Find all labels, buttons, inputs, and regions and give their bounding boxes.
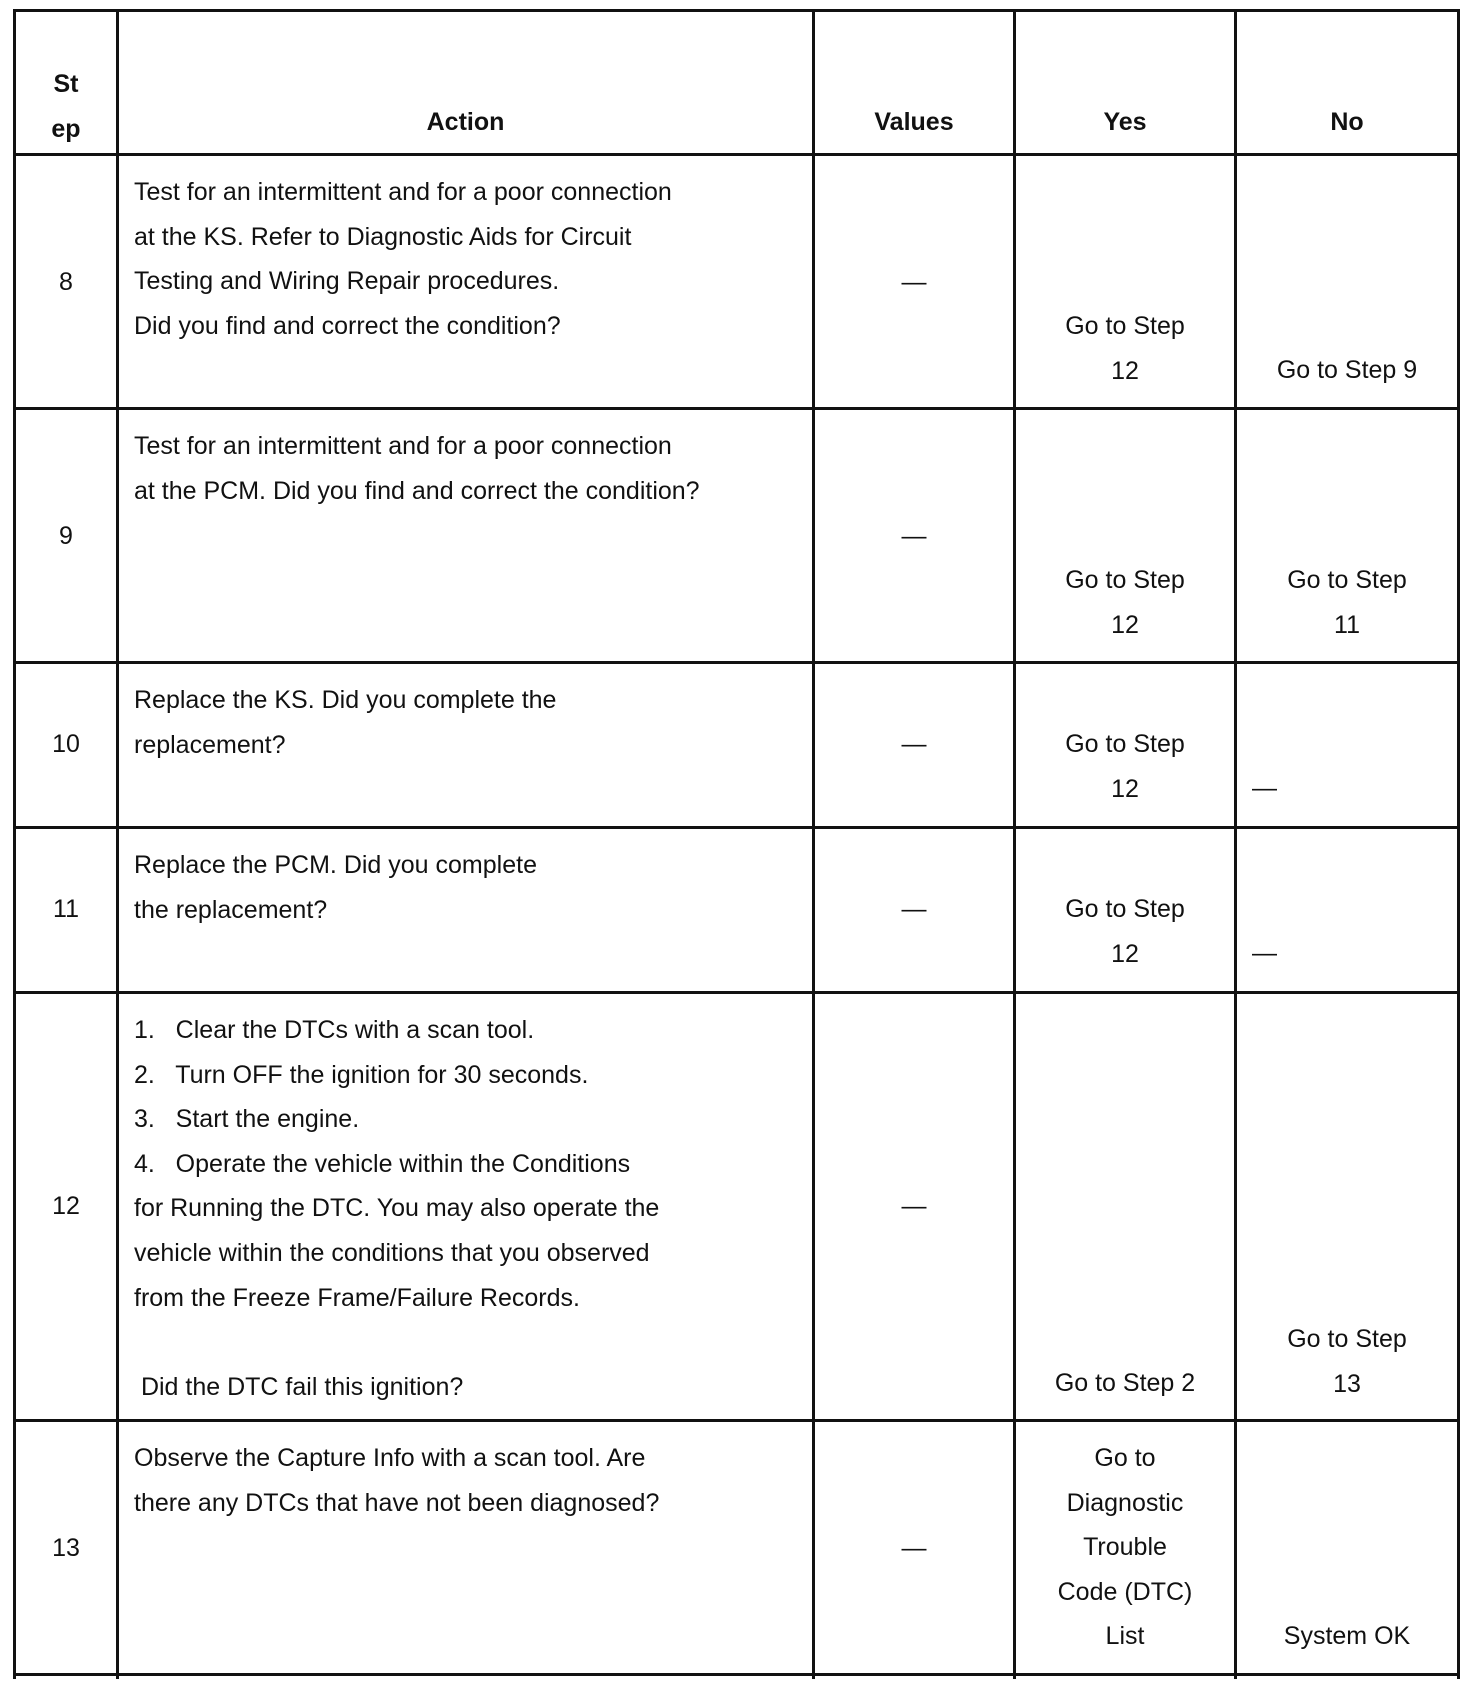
yes-cell: Go to Diagnostic Trouble Code (DTC) List: [1057, 1444, 1193, 1651]
no-cell: —: [1252, 774, 1277, 802]
row-divider-11: [13, 991, 1460, 994]
table-border-right: [1457, 9, 1460, 1679]
values-cell: —: [901, 268, 927, 296]
yes-cell: Go to Step 12: [1065, 312, 1185, 385]
no-cell: Go to Step 11: [1287, 566, 1407, 639]
values-cell: —: [901, 1534, 927, 1562]
action-text: Replace the KS. Did you complete the replacement?: [134, 686, 557, 759]
values-cell: —: [901, 522, 927, 550]
step-number: 8: [59, 268, 73, 296]
values-cell: —: [901, 895, 927, 923]
no-cell: Go to Step 13: [1287, 1325, 1407, 1398]
yes-cell: Go to Step 2: [1054, 1369, 1196, 1397]
header-yes: Yes: [1103, 108, 1147, 136]
yes-cell: Go to Step 12: [1065, 895, 1185, 968]
step-number: 9: [59, 522, 73, 550]
step-number: 13: [52, 1534, 80, 1562]
values-cell: —: [901, 1192, 927, 1220]
no-cell: —: [1252, 939, 1277, 967]
row-divider-9: [13, 661, 1460, 664]
values-cell: —: [901, 730, 927, 758]
no-cell: Go to Step 9: [1276, 356, 1418, 384]
action-text: Replace the PCM. Did you complete the replacement?: [134, 851, 537, 924]
column-divider-step: [116, 9, 119, 1679]
action-text: Test for an intermittent and for a poor connection at the KS. Refer to Diagnostic Aids for Circuit Testing and Wiring Repair procedures. Did you find and correct the condition?: [134, 178, 672, 340]
column-divider-yes: [1234, 9, 1237, 1679]
step-number: 10: [52, 730, 80, 758]
action-text: 1. Clear the DTCs with a scan tool. 2. Turn OFF the ignition for 30 seconds. 3. Start the engine. 4. Operate the vehicle within the Conditions for Running the DTC. You may also operate the vehicle within the conditions that you observed from the Freeze Frame/Failure Records. Did the DTC fail this ignition?: [134, 1016, 660, 1401]
row-divider-8: [13, 407, 1460, 410]
yes-cell: Go to Step 12: [1065, 566, 1185, 639]
table-border-top: [13, 9, 1460, 12]
step-number: 11: [53, 895, 79, 923]
no-cell: System OK: [1283, 1622, 1411, 1650]
table-border-bottom: [13, 1673, 1460, 1676]
row-divider-10: [13, 826, 1460, 829]
step-number: 12: [52, 1192, 80, 1220]
header-action: Action: [426, 108, 505, 136]
header-values: Values: [874, 108, 954, 136]
header-no: No: [1330, 108, 1364, 136]
yes-cell: Go to Step 12: [1065, 730, 1185, 803]
header-step: St ep: [51, 70, 81, 143]
action-text: Observe the Capture Info with a scan tool. Are there any DTCs that have not been diagnosed?: [134, 1444, 660, 1517]
header-divider: [13, 153, 1460, 156]
row-divider-12: [13, 1419, 1460, 1422]
action-text: Test for an intermittent and for a poor connection at the PCM. Did you find and correct the condition?: [134, 432, 700, 505]
column-divider-values: [1013, 9, 1016, 1679]
